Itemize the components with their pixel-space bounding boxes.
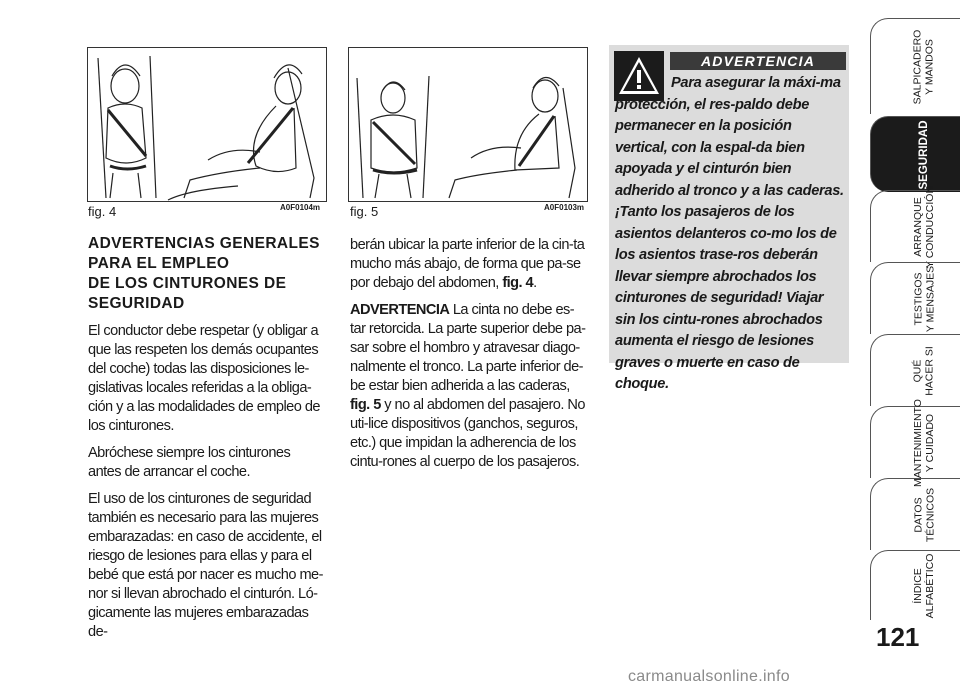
- seatbelt-pregnant-illustration: [88, 48, 326, 201]
- tab-label: ÍNDICE: [912, 567, 924, 604]
- chapter-tabs: [870, 0, 960, 692]
- paragraph: El conductor debe respetar (y obligar a que las respeten los demás ocupantes del coche) todas las disposiciones le-gislativas locales referidas a la obliga-ción y a las modalidades de empleo de los cinturones.: [88, 323, 320, 434]
- warning-title: ADVERTENCIA: [670, 52, 846, 70]
- tab-label: TESTIGOS: [912, 271, 924, 326]
- watermark: carmanualsonline.info: [628, 668, 790, 685]
- paragraph: [350, 301, 588, 472]
- tab-seguridad[interactable]: [870, 116, 960, 192]
- figure-reference: fig. 5: [350, 397, 381, 413]
- warning-label: ADVERTENCIA: [350, 302, 450, 318]
- paragraph: Abróchese siempre los cinturones antes de arrancar el coche.: [88, 445, 291, 480]
- tab-label: SEGURIDAD: [918, 119, 930, 190]
- tab-mantenimiento[interactable]: [870, 398, 960, 487]
- tab-salpicadero[interactable]: [870, 18, 960, 114]
- tab-label: SALPICADERO: [912, 29, 924, 104]
- tab-label: DATOS: [912, 496, 924, 533]
- heading-line: ADVERTENCIAS GENERALES: [88, 235, 320, 252]
- figure-4-image: [87, 47, 327, 202]
- tab-que-hacer[interactable]: [870, 334, 960, 406]
- tab-label: ARRANQUE: [912, 196, 924, 257]
- tab-datos[interactable]: [870, 478, 960, 550]
- figure-4-code: A0F0104m: [280, 203, 321, 212]
- figure-5-image: [348, 47, 588, 202]
- section-heading: [88, 234, 328, 314]
- tab-label: QUÉ: [912, 359, 924, 382]
- paragraph-text: .: [533, 275, 537, 291]
- paragraph: [350, 236, 588, 293]
- figure-5-code: A0F0103m: [544, 203, 585, 212]
- tab-arranque[interactable]: [870, 185, 960, 268]
- paragraph-text: y no al abdomen del pasajero. No uti-lice dispositivos (ganchos, seguros, etc.) que impidan la adherencia de los cintu-rones al cuerpo de los pasajeros.: [350, 397, 585, 470]
- paragraph-text: La cinta no debe es-tar retorcida. La parte superior debe pa-sar sobre el hombro y atravesar diago-nalmente el tronco. La parte inferior de-be estar bien adherida a las caderas,: [350, 302, 586, 394]
- tab-indice[interactable]: [870, 550, 960, 620]
- tab-label: Y MANDOS: [924, 38, 936, 95]
- warning-text: [615, 73, 846, 396]
- heading-line: DE LOS CINTURONES DE: [88, 275, 287, 292]
- column-1: [88, 322, 326, 650]
- tab-testigos[interactable]: [870, 262, 960, 334]
- tab-label: MANTENIMIENTO: [912, 398, 924, 487]
- seatbelt-adult-illustration: [349, 48, 587, 201]
- figure-reference: fig. 4: [502, 275, 534, 291]
- page-number: 121: [876, 622, 920, 652]
- heading-line: SEGURIDAD: [88, 295, 185, 312]
- tab-label: Y CONDUCCIÓN: [924, 185, 936, 268]
- paragraph: El uso de los cinturones de seguridad también es necesario para las mujeres embarazadas: en caso de accidente, el riesgo de lesiones para ellas y para el bebé que está por nacer es mucho me-nor si llevan abrochado el cinturón. Ló-gicamente las mujeres embarazadas de-: [88, 491, 323, 640]
- column-2: [350, 236, 588, 480]
- warning-body: Para asegurar la máxi-ma protección, el res-paldo debe permanecer en la posición vertical, con la espal-da bien apoyada y el cinturón bien adherido al tronco y a las caderas. ¡Tanto los pasajeros de los asientos delanteros co-mo los de los asientos trase-ros deberán llevar siempre abrochados los cinturones de seguridad! Viajar sin los cintu-rones abrochados aumenta el riesgo de lesiones graves o muerte en caso de choque.: [615, 75, 844, 392]
- figure-4-caption: fig. 4: [88, 204, 117, 219]
- paragraph-text: berán ubicar la parte inferior de la cin-ta mucho más abajo, de forma que pa-se por debajo del abdomen,: [350, 237, 585, 291]
- tab-label: ALFABÉTICO: [924, 553, 936, 618]
- tab-label: HACER SI: [924, 345, 936, 396]
- tab-label: TÉCNICOS: [924, 487, 936, 542]
- tab-label: Y CUIDADO: [924, 413, 936, 472]
- figure-5-caption: fig. 5: [350, 204, 379, 219]
- tab-label: Y MENSAJES: [924, 265, 936, 332]
- heading-line: PARA EL EMPLEO: [88, 255, 230, 272]
